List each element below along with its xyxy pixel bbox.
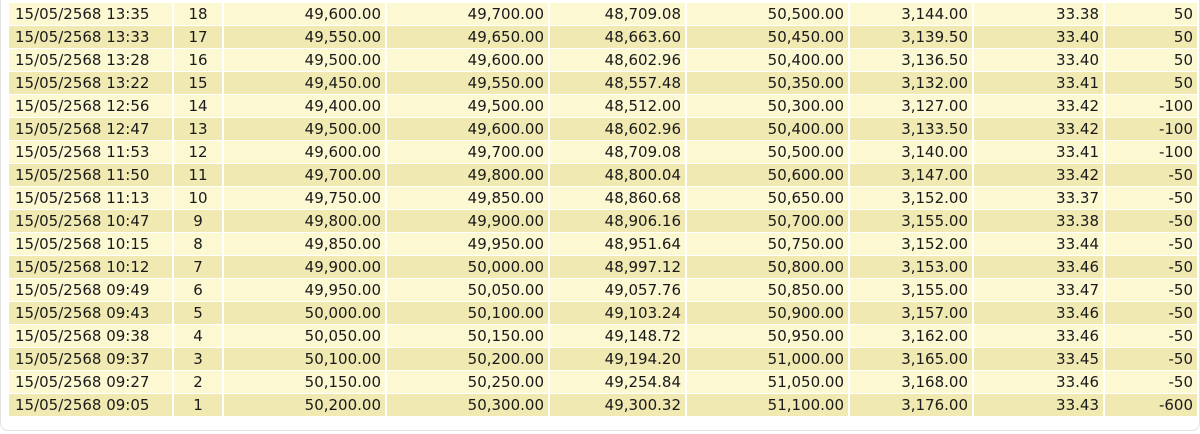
value-cell: 50,000.00 — [386, 256, 549, 279]
value-cell: 48,602.96 — [549, 118, 686, 141]
value-cell: 33.45 — [973, 348, 1104, 371]
value-cell: 49,950.00 — [386, 233, 549, 256]
value-cell: 50,850.00 — [686, 279, 849, 302]
value-cell: 33.40 — [973, 49, 1104, 72]
value-cell: 48,709.08 — [549, 141, 686, 164]
datetime-cell: 15/05/2568 13:35 — [9, 3, 173, 26]
value-cell: 49,550.00 — [223, 26, 386, 49]
value-cell: 3,133.50 — [849, 118, 973, 141]
value-cell: 49,800.00 — [223, 210, 386, 233]
value-cell: 50,200.00 — [386, 348, 549, 371]
value-cell: 50,050.00 — [223, 325, 386, 348]
value-cell: 3,132.00 — [849, 72, 973, 95]
datetime-cell: 15/05/2568 09:38 — [9, 325, 173, 348]
sequence-cell: 1 — [173, 394, 223, 417]
value-cell: 50,050.00 — [386, 279, 549, 302]
sequence-cell: 11 — [173, 164, 223, 187]
value-cell: 50,900.00 — [686, 302, 849, 325]
value-cell: 48,800.04 — [549, 164, 686, 187]
value-cell: 48,663.60 — [549, 26, 686, 49]
table-row[interactable] — [9, 256, 1197, 279]
table-row[interactable] — [9, 49, 1197, 72]
datetime-cell: 15/05/2568 10:15 — [9, 233, 173, 256]
datetime-cell: 15/05/2568 10:12 — [9, 256, 173, 279]
value-cell: 49,550.00 — [386, 72, 549, 95]
value-cell: 49,103.24 — [549, 302, 686, 325]
table-row[interactable] — [9, 210, 1197, 233]
table-row[interactable] — [9, 233, 1197, 256]
table-row[interactable] — [9, 302, 1197, 325]
value-cell: 3,157.00 — [849, 302, 973, 325]
value-cell: 3,152.00 — [849, 233, 973, 256]
datetime-cell: 15/05/2568 10:47 — [9, 210, 173, 233]
value-cell: 3,155.00 — [849, 279, 973, 302]
datetime-cell: 15/05/2568 13:22 — [9, 72, 173, 95]
value-cell: 3,155.00 — [849, 210, 973, 233]
value-cell: 49,450.00 — [223, 72, 386, 95]
change-cell: -50 — [1104, 279, 1197, 302]
datetime-cell: 15/05/2568 13:33 — [9, 26, 173, 49]
change-cell: -100 — [1104, 95, 1197, 118]
value-cell: 3,152.00 — [849, 187, 973, 210]
value-cell: 50,250.00 — [386, 371, 549, 394]
value-cell: 48,860.68 — [549, 187, 686, 210]
value-cell: 50,400.00 — [686, 118, 849, 141]
value-cell: 49,950.00 — [223, 279, 386, 302]
value-cell: 48,951.64 — [549, 233, 686, 256]
sequence-cell: 5 — [173, 302, 223, 325]
sequence-cell: 4 — [173, 325, 223, 348]
value-cell: 51,050.00 — [686, 371, 849, 394]
value-cell: 50,100.00 — [223, 348, 386, 371]
value-cell: 33.41 — [973, 72, 1104, 95]
value-cell: 3,140.00 — [849, 141, 973, 164]
datetime-cell: 15/05/2568 11:13 — [9, 187, 173, 210]
value-cell: 48,997.12 — [549, 256, 686, 279]
value-cell: 50,150.00 — [386, 325, 549, 348]
sequence-cell: 6 — [173, 279, 223, 302]
sequence-cell: 3 — [173, 348, 223, 371]
sequence-cell: 14 — [173, 95, 223, 118]
sequence-cell: 8 — [173, 233, 223, 256]
datetime-cell: 15/05/2568 09:05 — [9, 394, 173, 417]
change-cell: -50 — [1104, 210, 1197, 233]
sequence-cell: 17 — [173, 26, 223, 49]
value-cell: 33.41 — [973, 141, 1104, 164]
table-row[interactable] — [9, 394, 1197, 417]
value-cell: 33.47 — [973, 279, 1104, 302]
table-row[interactable] — [9, 187, 1197, 210]
value-cell: 50,100.00 — [386, 302, 549, 325]
value-cell: 49,700.00 — [386, 3, 549, 26]
value-cell: 33.38 — [973, 3, 1104, 26]
value-cell: 49,850.00 — [386, 187, 549, 210]
value-cell: 49,700.00 — [223, 164, 386, 187]
value-cell: 48,906.16 — [549, 210, 686, 233]
table-row[interactable] — [9, 325, 1197, 348]
value-cell: 49,300.32 — [549, 394, 686, 417]
value-cell: 3,136.50 — [849, 49, 973, 72]
sequence-cell: 15 — [173, 72, 223, 95]
change-cell: -600 — [1104, 394, 1197, 417]
value-cell: 3,153.00 — [849, 256, 973, 279]
value-cell: 50,200.00 — [223, 394, 386, 417]
sequence-cell: 10 — [173, 187, 223, 210]
table-row[interactable] — [9, 72, 1197, 95]
table-row[interactable] — [9, 26, 1197, 49]
value-cell: 50,000.00 — [223, 302, 386, 325]
value-cell: 50,650.00 — [686, 187, 849, 210]
change-cell: -100 — [1104, 118, 1197, 141]
value-cell: 48,557.48 — [549, 72, 686, 95]
value-cell: 50,800.00 — [686, 256, 849, 279]
value-cell: 49,600.00 — [223, 141, 386, 164]
value-cell: 49,148.72 — [549, 325, 686, 348]
change-cell: -50 — [1104, 256, 1197, 279]
value-cell: 50,450.00 — [686, 26, 849, 49]
value-cell: 50,950.00 — [686, 325, 849, 348]
value-cell: 50,300.00 — [686, 95, 849, 118]
sequence-cell: 18 — [173, 3, 223, 26]
value-cell: 33.43 — [973, 394, 1104, 417]
value-cell: 49,800.00 — [386, 164, 549, 187]
datetime-cell: 15/05/2568 09:27 — [9, 371, 173, 394]
change-cell: 50 — [1104, 26, 1197, 49]
change-cell: -50 — [1104, 371, 1197, 394]
value-cell: 49,400.00 — [223, 95, 386, 118]
value-cell: 33.46 — [973, 325, 1104, 348]
value-cell: 50,500.00 — [686, 141, 849, 164]
value-cell: 33.42 — [973, 164, 1104, 187]
value-cell: 33.46 — [973, 256, 1104, 279]
value-cell: 49,900.00 — [223, 256, 386, 279]
value-cell: 49,600.00 — [386, 49, 549, 72]
table-row[interactable] — [9, 348, 1197, 371]
value-cell: 33.42 — [973, 118, 1104, 141]
value-cell: 49,700.00 — [386, 141, 549, 164]
sequence-cell: 16 — [173, 49, 223, 72]
value-cell: 50,700.00 — [686, 210, 849, 233]
datetime-cell: 15/05/2568 11:53 — [9, 141, 173, 164]
value-cell: 49,500.00 — [386, 95, 549, 118]
value-cell: 49,600.00 — [386, 118, 549, 141]
value-cell: 51,000.00 — [686, 348, 849, 371]
table-row[interactable] — [9, 279, 1197, 302]
value-cell: 50,300.00 — [386, 394, 549, 417]
sequence-cell: 9 — [173, 210, 223, 233]
datetime-cell: 15/05/2568 09:43 — [9, 302, 173, 325]
value-cell: 49,600.00 — [223, 3, 386, 26]
value-cell: 33.46 — [973, 371, 1104, 394]
datetime-cell: 15/05/2568 12:47 — [9, 118, 173, 141]
change-cell: -50 — [1104, 187, 1197, 210]
table-row[interactable] — [9, 118, 1197, 141]
value-cell: 49,254.84 — [549, 371, 686, 394]
value-cell: 50,350.00 — [686, 72, 849, 95]
sequence-cell: 12 — [173, 141, 223, 164]
value-cell: 3,147.00 — [849, 164, 973, 187]
value-cell: 33.44 — [973, 233, 1104, 256]
value-cell: 48,602.96 — [549, 49, 686, 72]
datetime-cell: 15/05/2568 12:56 — [9, 95, 173, 118]
value-cell: 49,650.00 — [386, 26, 549, 49]
value-cell: 33.37 — [973, 187, 1104, 210]
value-cell: 48,709.08 — [549, 3, 686, 26]
sequence-cell: 7 — [173, 256, 223, 279]
value-cell: 49,057.76 — [549, 279, 686, 302]
sequence-cell: 13 — [173, 118, 223, 141]
value-cell: 49,194.20 — [549, 348, 686, 371]
value-cell: 50,500.00 — [686, 3, 849, 26]
value-cell: 50,150.00 — [223, 371, 386, 394]
change-cell: -50 — [1104, 302, 1197, 325]
table-row[interactable] — [9, 3, 1197, 26]
value-cell: 50,750.00 — [686, 233, 849, 256]
change-cell: -100 — [1104, 141, 1197, 164]
change-cell: 50 — [1104, 3, 1197, 26]
datetime-cell: 15/05/2568 09:49 — [9, 279, 173, 302]
sequence-cell: 2 — [173, 371, 223, 394]
value-cell: 33.38 — [973, 210, 1104, 233]
value-cell: 3,139.50 — [849, 26, 973, 49]
change-cell: -50 — [1104, 348, 1197, 371]
value-cell: 49,500.00 — [223, 118, 386, 141]
value-cell: 49,850.00 — [223, 233, 386, 256]
value-cell: 49,900.00 — [386, 210, 549, 233]
value-cell: 33.42 — [973, 95, 1104, 118]
value-cell: 51,100.00 — [686, 394, 849, 417]
value-cell: 33.46 — [973, 302, 1104, 325]
value-cell: 3,176.00 — [849, 394, 973, 417]
datetime-cell: 15/05/2568 13:28 — [9, 49, 173, 72]
table-row[interactable] — [9, 141, 1197, 164]
change-cell: -50 — [1104, 325, 1197, 348]
value-cell: 50,400.00 — [686, 49, 849, 72]
table-row[interactable] — [9, 95, 1197, 118]
value-cell: 3,165.00 — [849, 348, 973, 371]
price-history-table — [9, 3, 1197, 417]
value-cell: 3,127.00 — [849, 95, 973, 118]
table-row[interactable] — [9, 164, 1197, 187]
value-cell: 3,168.00 — [849, 371, 973, 394]
value-cell: 50,600.00 — [686, 164, 849, 187]
change-cell: -50 — [1104, 233, 1197, 256]
value-cell: 49,750.00 — [223, 187, 386, 210]
value-cell: 33.40 — [973, 26, 1104, 49]
datetime-cell: 15/05/2568 11:50 — [9, 164, 173, 187]
change-cell: 50 — [1104, 49, 1197, 72]
datetime-cell: 15/05/2568 09:37 — [9, 348, 173, 371]
value-cell: 3,162.00 — [849, 325, 973, 348]
table-body — [9, 3, 1197, 417]
table-row[interactable] — [9, 371, 1197, 394]
value-cell: 48,512.00 — [549, 95, 686, 118]
change-cell: 50 — [1104, 72, 1197, 95]
value-cell: 3,144.00 — [849, 3, 973, 26]
change-cell: -50 — [1104, 164, 1197, 187]
value-cell: 49,500.00 — [223, 49, 386, 72]
